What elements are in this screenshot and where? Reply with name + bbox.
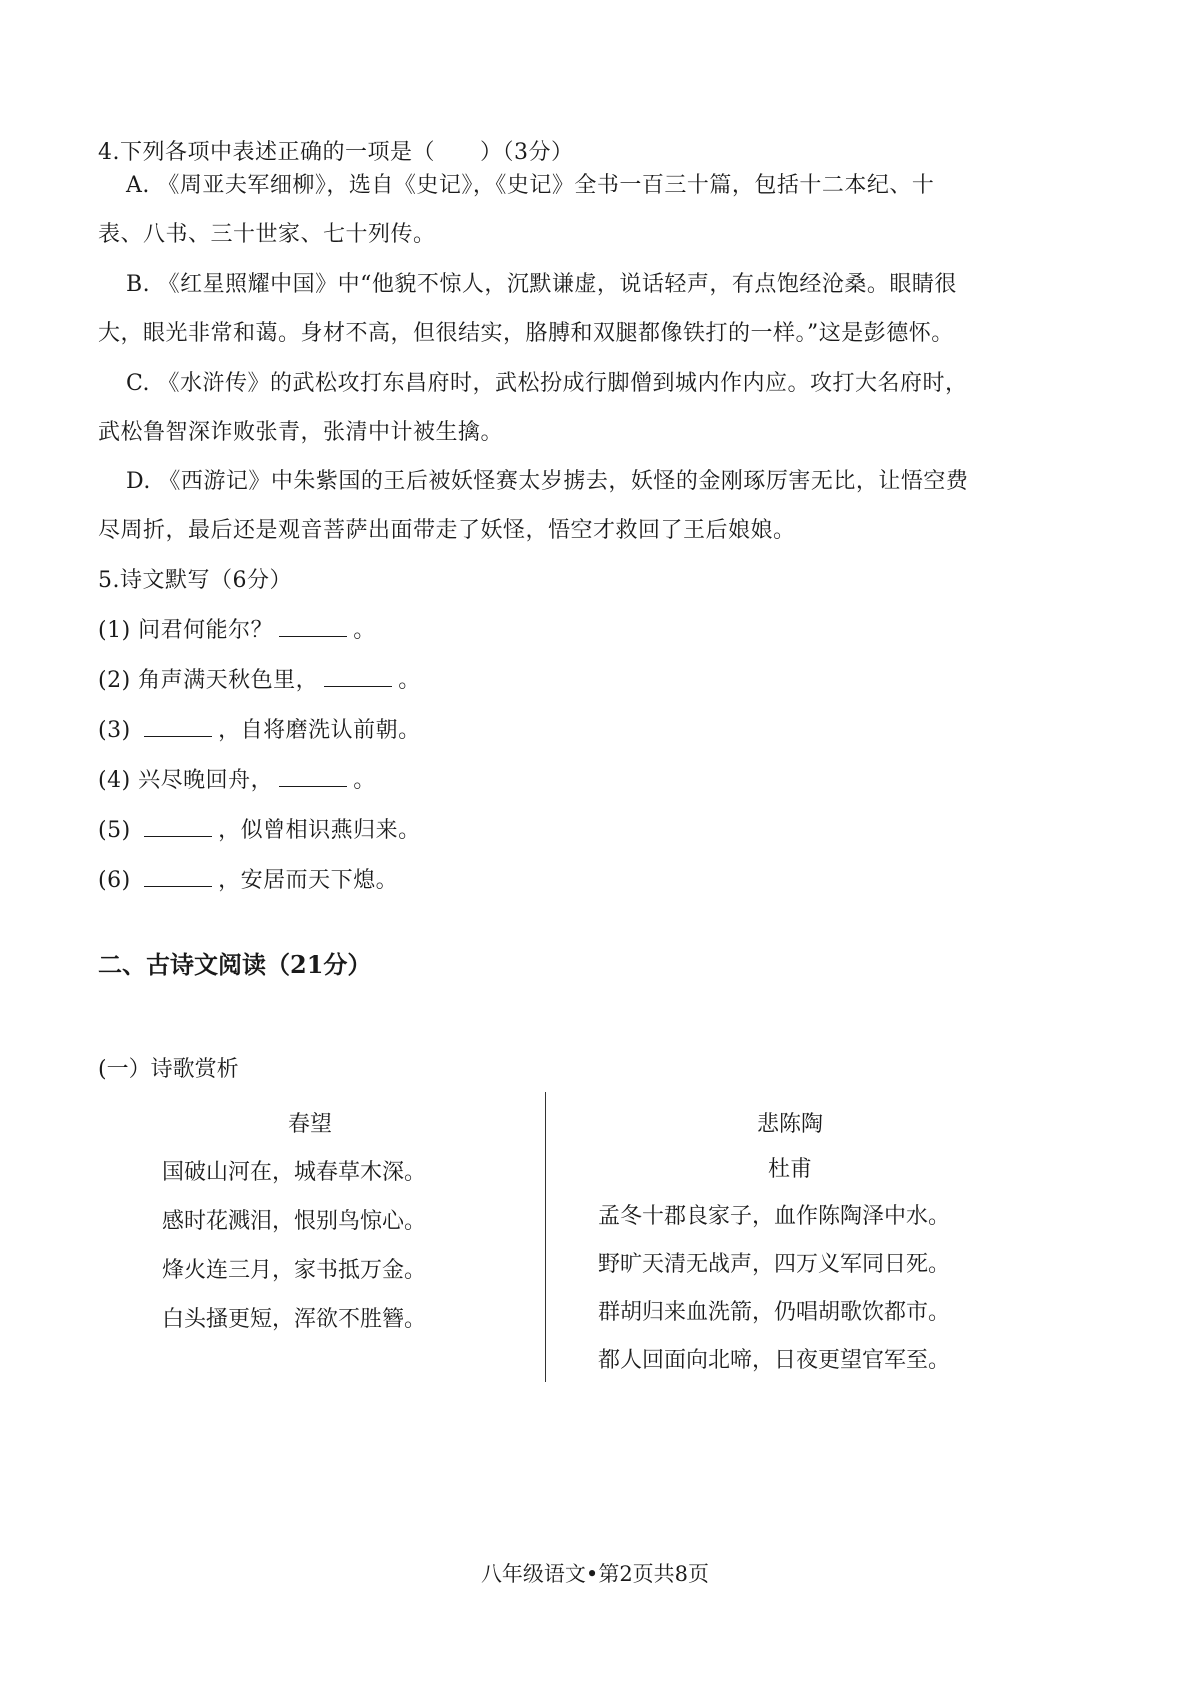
q5-item-4 bbox=[98, 766, 376, 796]
answer-blank bbox=[279, 616, 347, 637]
poem1-title: 春望 bbox=[287, 1112, 332, 1137]
poem1-line-1: 国破山河在，城春草木深。 bbox=[162, 1160, 427, 1185]
item-text-after: 。 bbox=[353, 618, 376, 643]
item-number: (1) bbox=[98, 618, 131, 643]
poem2-line-1: 孟冬十郡良家子，血作陈陶泽中水。 bbox=[598, 1204, 951, 1229]
q4-option-d-line1: D. 《西游记》中朱紫国的王后被妖怪赛太岁掳去，妖怪的金刚琢厉害无比，让悟空费 bbox=[126, 469, 969, 494]
q5-item-6 bbox=[98, 866, 398, 896]
item-number: (2) bbox=[98, 668, 131, 693]
q4-option-c-line2: 武松鲁智深诈败张青，张清中计被生擒。 bbox=[98, 420, 504, 445]
poem2-title: 悲陈陶 bbox=[756, 1112, 823, 1137]
answer-blank bbox=[144, 816, 212, 837]
item-number: (5) bbox=[98, 818, 131, 843]
item-text-before: 兴尽晚回舟， bbox=[138, 768, 274, 793]
q4-stem: 4.下列各项中表述正确的一项是（ ）（3分） bbox=[98, 140, 574, 165]
column-divider bbox=[545, 1092, 546, 1382]
q4-option-b-line1: B. 《红星照耀中国》中“他貌不惊人，沉默谦虚，说话轻声，有点饱经沧桑。眼睛很 bbox=[126, 272, 957, 297]
q4-option-a-line1: A. 《周亚夫军细柳》，选自《史记》，《史记》全书一百三十篇，包括十二本纪、十 bbox=[126, 173, 935, 198]
q5-stem: 5.诗文默写（6分） bbox=[98, 568, 292, 593]
poem1-line-3: 烽火连三月，家书抵万金。 bbox=[162, 1258, 427, 1283]
item-number: (3) bbox=[98, 718, 131, 743]
answer-blank bbox=[279, 766, 347, 787]
q5-item-3 bbox=[98, 716, 421, 746]
poem2-line-4: 都人回面向北啼，日夜更望官军至。 bbox=[598, 1348, 951, 1373]
item-text-after: ，似曾相识燕归来。 bbox=[218, 818, 421, 843]
q5-item-1 bbox=[98, 616, 376, 646]
q5-item-5 bbox=[98, 816, 421, 846]
item-number: (4) bbox=[98, 768, 131, 793]
poem1-line-4: 白头搔更短，浑欲不胜簪。 bbox=[162, 1307, 427, 1332]
answer-blank bbox=[144, 866, 212, 887]
item-text-before: 角声满天秋色里， bbox=[138, 668, 319, 693]
q4-option-c-line1: C. 《水浒传》的武松攻打东昌府时，武松扮成行脚僧到城内作内应。攻打大名府时， bbox=[126, 371, 968, 396]
item-text-after: ，自将磨洗认前朝。 bbox=[218, 718, 421, 743]
section-title: 二、古诗文阅读（21分） bbox=[98, 950, 372, 979]
poem2-line-2: 野旷天清无战声，四万义军同日死。 bbox=[598, 1252, 951, 1277]
item-number: (6) bbox=[98, 868, 131, 893]
q5-item-2 bbox=[98, 666, 421, 696]
answer-blank bbox=[144, 716, 212, 737]
q4-option-a-line2: 表、八书、三十世家、七十列传。 bbox=[98, 222, 436, 247]
item-text-after: 。 bbox=[353, 768, 376, 793]
q4-option-d-line2: 尽周折，最后还是观音菩萨出面带走了妖怪，悟空才救回了王后娘娘。 bbox=[98, 518, 796, 543]
answer-blank bbox=[324, 666, 392, 687]
poem2-line-3: 群胡归来血洗箭，仍唱胡歌饮都市。 bbox=[598, 1300, 951, 1325]
item-text-before: 问君何能尔？ bbox=[138, 618, 274, 643]
item-text-after: 。 bbox=[398, 668, 421, 693]
item-text-after: ，安居而天下熄。 bbox=[218, 868, 399, 893]
poem1-line-2: 感时花溅泪，恨别鸟惊心。 bbox=[162, 1209, 427, 1234]
q4-option-b-line2: 大，眼光非常和蔼。身材不高，但很结实，胳膊和双腿都像铁打的一样。”这是彭德怀。 bbox=[98, 321, 954, 346]
page-footer: 八年级语文•第2页共8页 bbox=[480, 1562, 710, 1586]
subsection-title: (一）诗歌赏析 bbox=[98, 1057, 239, 1082]
poem2-author: 杜甫 bbox=[767, 1157, 812, 1182]
